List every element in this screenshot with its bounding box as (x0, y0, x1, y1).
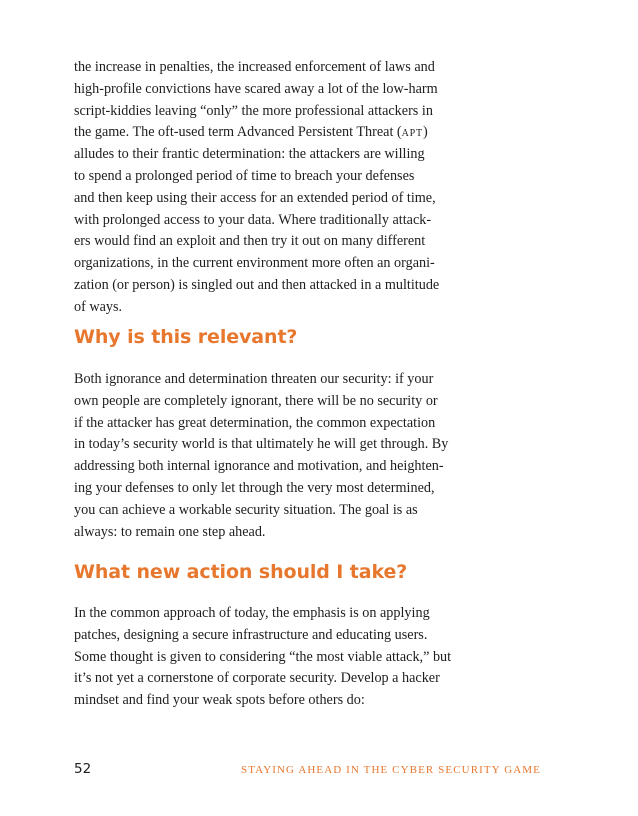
paragraph-intro (74, 57, 544, 319)
paragraph-line: of ways. (74, 298, 123, 315)
paragraph-line: alludes to their frantic determination: the attackers are willing (74, 146, 425, 163)
paragraph-relevance (74, 369, 544, 543)
paragraph-line-apt (74, 122, 544, 144)
paragraph-line: organizations, in the current environment more often an organi- (74, 255, 435, 272)
paragraph-line: own people are completely ignorant, there will be no security or (74, 392, 438, 409)
paragraph-line: ing your defenses to only let through the very most determined, (74, 479, 435, 496)
paragraph-line: the increase in penalties, the increased enforcement of laws and (74, 59, 435, 75)
paragraph-line: always: to remain one step ahead. (74, 523, 266, 540)
paragraph-line: to spend a prolonged period of time to breach your defenses (74, 167, 415, 184)
apt-abbreviation: apt (401, 124, 423, 141)
section-heading-relevance: Why is this relevant? (74, 326, 298, 348)
paragraph-line: you can achieve a workable security situation. The goal is as (74, 501, 418, 518)
apt-close-paren: ) (422, 124, 428, 141)
paragraph-line: Both ignorance and determination threaten our security: if your (74, 371, 434, 387)
paragraph-line: ers would find an exploit and then try it out on many different (74, 233, 426, 250)
paragraph-line: patches, designing a secure infrastructure and educating users. (74, 626, 428, 643)
paragraph-line: with prolonged access to your data. Where traditionally attack- (74, 211, 432, 228)
section-heading-action: What new action should I take? (74, 561, 408, 583)
paragraph-line-text: the game. The oft-used term Advanced Persistent Threat ( (74, 124, 402, 141)
paragraph-line: script-kiddies leaving “only” the more professional attackers in (74, 102, 433, 119)
paragraph-line: in today’s security world is that ultimately he will get through. By (74, 436, 449, 453)
paragraph-line: Some thought is given to considering “the most viable attack,” but (74, 648, 452, 665)
page-number: 52 (74, 761, 92, 777)
paragraph-line: zation (or person) is singled out and then attacked in a multitude (74, 276, 440, 293)
paragraph-action (74, 603, 544, 712)
paragraph-line: and then keep using their access for an extended period of time, (74, 189, 436, 206)
paragraph-line: In the common approach of today, the emphasis is on applying (74, 605, 430, 621)
running-footer-title: STAYING AHEAD IN THE CYBER SECURITY GAME (241, 764, 541, 776)
paragraph-line: high-profile convictions have scared away a lot of the low-harm (74, 80, 438, 97)
paragraph-line: addressing both internal ignorance and motivation, and heighten- (74, 458, 444, 475)
paragraph-line: if the attacker has great determination, the common expectation (74, 414, 436, 431)
paragraph-line: mindset and find your weak spots before others do: (74, 692, 365, 709)
paragraph-line: it’s not yet a cornerstone of corporate security. Develop a hacker (74, 670, 440, 687)
